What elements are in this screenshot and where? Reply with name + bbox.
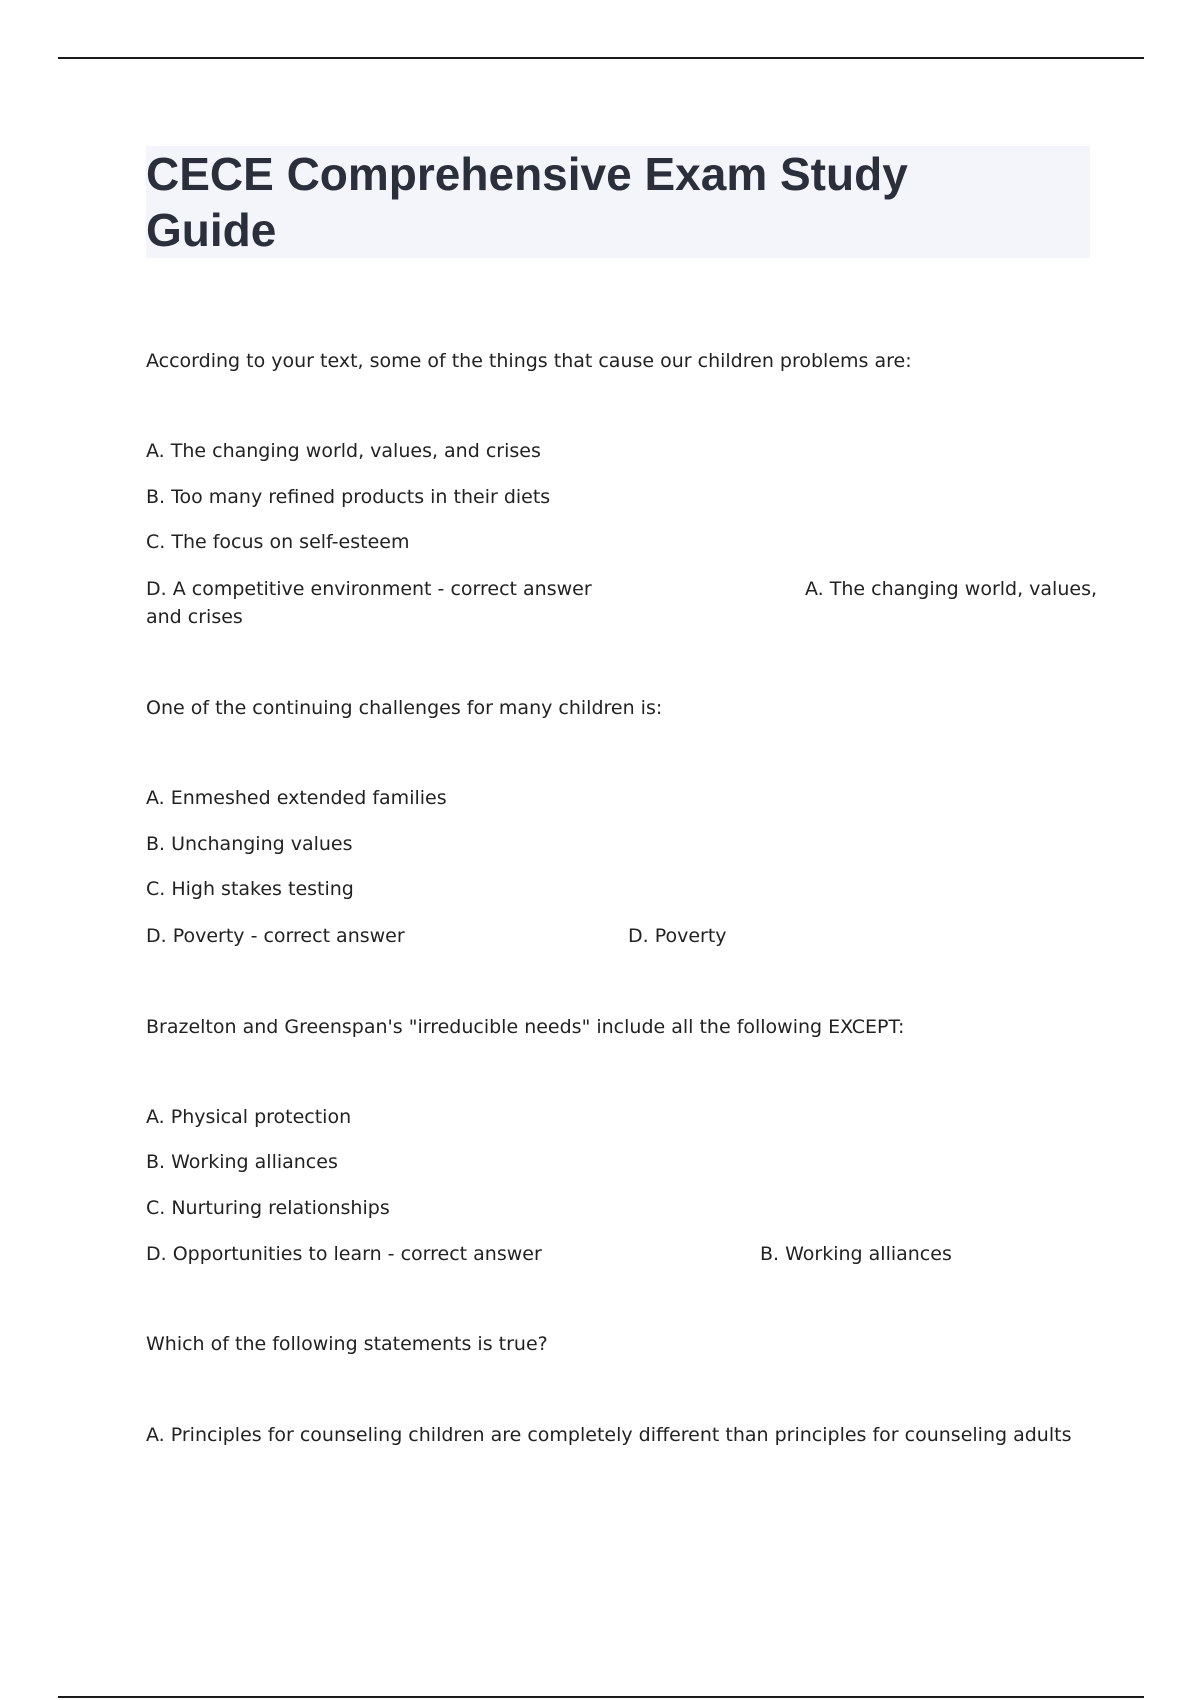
question-3-option-c: C. Nurturing relationships: [146, 1197, 390, 1219]
question-2-option-b: B. Unchanging values: [146, 833, 353, 855]
top-rule: [58, 57, 1144, 59]
question-2-option-a: A. Enmeshed extended families: [146, 787, 447, 809]
question-1-answer-continued: and crises: [146, 606, 243, 628]
question-2-answer: D. Poverty: [628, 925, 727, 947]
question-1-option-b: B. Too many refined products in their diets: [146, 486, 551, 508]
question-3-option-b: B. Working alliances: [146, 1151, 338, 1173]
question-3-prompt: Brazelton and Greenspan's "irreducible needs" include all the following EXCEPT:: [146, 1016, 905, 1038]
question-1-answer: A. The changing world, values,: [805, 578, 1098, 600]
question-2-option-c: C. High stakes testing: [146, 878, 354, 900]
bottom-rule: [58, 1696, 1144, 1698]
question-1-option-c: C. The focus on self-esteem: [146, 531, 410, 553]
question-3-option-d: D. Opportunities to learn - correct answer: [146, 1243, 542, 1265]
question-1-option-d: D. A competitive environment - correct answer: [146, 578, 592, 600]
question-2-prompt: One of the continuing challenges for many children is:: [146, 697, 663, 719]
question-1-option-a: A. The changing world, values, and crises: [146, 440, 541, 462]
question-1-prompt: According to your text, some of the things that cause our children problems are:: [146, 350, 912, 372]
question-3-option-a: A. Physical protection: [146, 1106, 352, 1128]
question-4-prompt: Which of the following statements is true?: [146, 1333, 548, 1355]
question-4-option-a: A. Principles for counseling children are completely different than principles for counseling adults: [146, 1424, 1072, 1446]
page-title: CECE Comprehensive Exam Study Guide: [146, 148, 908, 256]
question-2-option-d: D. Poverty - correct answer: [146, 925, 405, 947]
question-3-answer: B. Working alliances: [760, 1243, 952, 1265]
